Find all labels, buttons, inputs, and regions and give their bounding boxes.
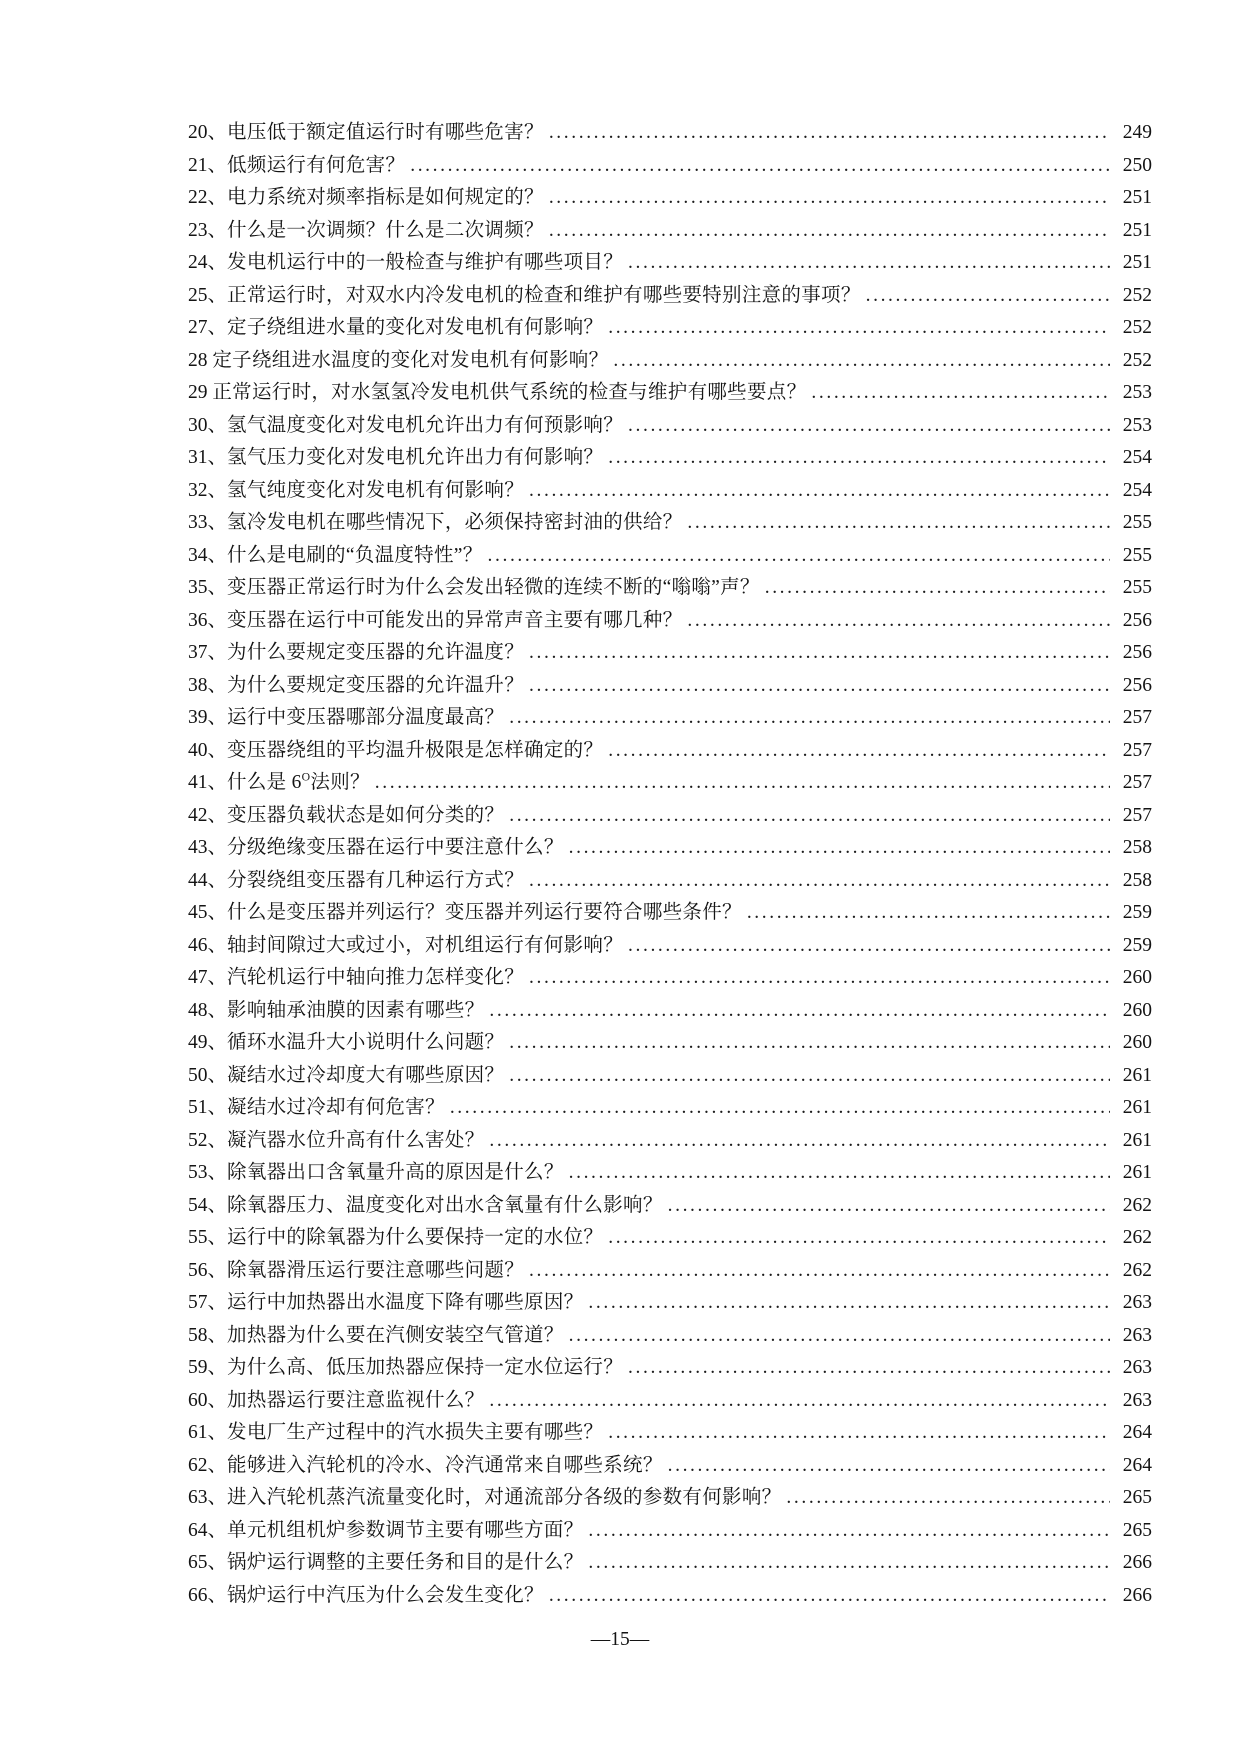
toc-entry-title: 什么是一次调频？什么是二次调频？ (227, 219, 544, 241)
toc-entry (188, 637, 1152, 670)
dot-leader (504, 800, 1110, 833)
toc-page-number: 263 (1122, 1292, 1152, 1313)
toc-page-number: 263 (1122, 1324, 1152, 1346)
toc-entry-title: 氢气压力变化对发电机允许出力有何影响？ (227, 447, 604, 468)
dot-leader (564, 832, 1110, 865)
dot-leader (484, 1125, 1110, 1158)
toc-entry-title: 变压器正常运行时为什么会发出轻微的连续不断的“嗡嗡”声？ (227, 577, 760, 598)
toc-page-number: 262 (1122, 1194, 1152, 1216)
toc-page-number: 260 (1122, 999, 1152, 1021)
toc-entry (188, 182, 1152, 215)
toc-entry (188, 735, 1152, 768)
dot-leader (603, 735, 1110, 768)
toc-entry-number: 48、 (188, 999, 228, 1021)
toc-entry (188, 507, 1152, 540)
toc-entry-number: 20、 (188, 122, 228, 143)
toc-page-number: 263 (1122, 1357, 1152, 1378)
toc-entry-number: 62、 (188, 1454, 228, 1476)
dot-leader (806, 377, 1110, 410)
toc-entry-number: 28 (188, 349, 213, 371)
toc-entry (188, 215, 1152, 248)
toc-entry-number: 22、 (188, 187, 228, 208)
toc-entry (188, 702, 1152, 735)
toc-page-number: 257 (1122, 804, 1152, 826)
toc-entry-number: 24、 (188, 252, 228, 273)
toc-page-number: 257 (1122, 739, 1152, 761)
toc-entry-title: 汽轮机运行中轴向推力怎样变化？ (227, 967, 525, 988)
dot-leader (781, 1482, 1110, 1515)
toc-page-number: 257 (1122, 772, 1152, 793)
dot-leader (524, 475, 1110, 508)
toc-page-number: 256 (1122, 609, 1152, 631)
toc-entry-title: 运行中变压器哪部分温度最高？ (227, 707, 505, 728)
toc-page-number: 253 (1122, 382, 1152, 403)
dot-leader (484, 995, 1110, 1028)
toc-entry-title: 能够进入汽轮机的冷水、冷汽通常来自哪些系统？ (227, 1454, 663, 1476)
dot-leader (445, 1092, 1110, 1125)
dot-leader (742, 897, 1110, 930)
toc-page-number: 257 (1122, 707, 1152, 728)
toc-entry (188, 605, 1152, 638)
dot-leader (861, 280, 1110, 313)
toc-page-number: 259 (1122, 934, 1152, 956)
toc-entry (188, 312, 1152, 345)
toc-entry-title: 轴封间隙过大或过小，对机组运行有何影响？ (227, 934, 624, 956)
toc-page-number: 251 (1122, 219, 1152, 241)
toc-entry (188, 247, 1152, 280)
toc-entry-number: 55、 (188, 1227, 228, 1248)
toc-page-number: 261 (1122, 1129, 1152, 1151)
toc-entry-number: 65、 (188, 1552, 228, 1573)
toc-entry-number: 33、 (188, 512, 228, 533)
toc-entry-title: 电压低于额定值运行时有哪些危害？ (227, 122, 544, 143)
toc-page-number: 260 (1122, 1032, 1152, 1053)
toc-entry (188, 410, 1152, 443)
toc-entry-title: 正常运行时，对双水内冷发电机的检查和维护有哪些要特别注意的事项？ (227, 284, 861, 306)
toc-page-number: 251 (1122, 187, 1152, 208)
dot-leader (623, 410, 1110, 443)
dot-leader (504, 702, 1110, 735)
toc-entry-number: 57、 (188, 1292, 228, 1313)
toc-entry-title: 什么是变压器并列运行？变压器并列运行要符合哪些条件？ (227, 902, 742, 923)
toc-page-number: 258 (1122, 869, 1152, 891)
toc-page-number: 255 (1122, 544, 1152, 566)
dot-leader (603, 1417, 1110, 1450)
dot-leader (405, 150, 1110, 183)
dot-leader (682, 507, 1110, 540)
toc-entry-number: 66、 (188, 1584, 228, 1606)
dot-leader (484, 1385, 1110, 1418)
toc-entry-number: 63、 (188, 1487, 228, 1508)
toc-entry (188, 150, 1152, 183)
toc-entry (188, 1060, 1152, 1093)
toc-entry-number: 53、 (188, 1162, 228, 1183)
toc-page-number: 263 (1122, 1389, 1152, 1411)
dot-leader (504, 1027, 1110, 1060)
toc-page-number: 251 (1122, 252, 1152, 273)
toc-entry (188, 1125, 1152, 1158)
toc-entry-title: 定子绕组进水量的变化对发电机有何影响？ (227, 317, 604, 338)
toc-page-number: 265 (1122, 1487, 1152, 1508)
toc-entry-number: 34、 (188, 544, 228, 566)
toc-entry-title: 氢冷发电机在哪些情况下，必须保持密封油的供给？ (227, 512, 683, 533)
toc-entry-number: 49、 (188, 1032, 228, 1053)
toc-entry-title: 循环水温升大小说明什么问题？ (227, 1032, 505, 1053)
dot-leader (564, 1320, 1110, 1353)
toc-entry-number: 45、 (188, 902, 228, 923)
dot-leader (524, 1255, 1110, 1288)
toc-entry (188, 1287, 1152, 1320)
toc-entry (188, 962, 1152, 995)
dot-leader (583, 1515, 1110, 1548)
toc-entry-title: 凝汽器水位升高有什么害处？ (227, 1129, 485, 1151)
toc-entry-title: 除氧器滑压运行要注意哪些问题？ (227, 1259, 525, 1281)
toc-entry-number: 41、 (188, 772, 228, 793)
toc-entry (188, 1417, 1152, 1450)
toc-entry-number: 64、 (188, 1519, 228, 1541)
toc-entry-title: 分级绝缘变压器在运行中要注意什么？ (227, 837, 564, 858)
toc-page-number: 254 (1122, 479, 1152, 501)
toc-entry (188, 1027, 1152, 1060)
toc-entry-number: 27、 (188, 317, 228, 338)
toc-entry-title: 电力系统对频率指标是如何规定的？ (227, 187, 544, 208)
toc-entry (188, 1515, 1152, 1548)
toc-page-number: 252 (1122, 317, 1152, 338)
toc-entry-number: 38、 (188, 674, 228, 696)
dot-leader (524, 670, 1110, 703)
toc-page-number: 252 (1122, 284, 1152, 306)
toc-entry (188, 865, 1152, 898)
toc-page-number: 250 (1122, 154, 1152, 176)
toc-entry-title: 低频运行有何危害？ (227, 154, 406, 176)
toc-entry-title: 影响轴承油膜的因素有哪些？ (227, 999, 485, 1021)
toc-entry-title: 为什么要规定变压器的允许温升？ (227, 674, 525, 696)
toc-page-number: 254 (1122, 447, 1152, 468)
toc-entry (188, 475, 1152, 508)
toc-page-number: 258 (1122, 837, 1152, 858)
toc-entry-number: 32、 (188, 479, 228, 501)
toc-entry (188, 377, 1152, 410)
toc-page-number: 256 (1122, 642, 1152, 663)
toc-entry-title: 凝结水过冷却有何危害？ (227, 1097, 445, 1118)
dot-leader (663, 1190, 1110, 1223)
toc-entry (188, 1092, 1152, 1125)
toc-entry-number: 40、 (188, 739, 228, 761)
superscript-text: O (301, 770, 311, 784)
toc-entry (188, 1157, 1152, 1190)
toc-entry-number: 52、 (188, 1129, 228, 1151)
toc-entry (188, 832, 1152, 865)
toc-entry-number: 60、 (188, 1389, 228, 1411)
toc-page-number: 264 (1122, 1422, 1152, 1443)
toc-entry-title: 正常运行时，对水氢氢冷发电机供气系统的检查与维护有哪些要点？ (212, 382, 807, 403)
dot-leader (544, 215, 1110, 248)
toc-page-number: 249 (1122, 122, 1152, 143)
toc-entry (188, 442, 1152, 475)
toc-entry (188, 1255, 1152, 1288)
toc-page-number: 266 (1122, 1552, 1152, 1573)
toc-page-number: 253 (1122, 414, 1152, 436)
toc-entry-number: 21、 (188, 154, 228, 176)
toc-entry-title: 什么是电刷的“负温度特性”？ (227, 544, 483, 566)
dot-leader (483, 540, 1110, 573)
dot-leader (603, 442, 1110, 475)
toc-entry-number: 56、 (188, 1259, 228, 1281)
toc-entry (188, 800, 1152, 833)
toc-entry (188, 1190, 1152, 1223)
toc-entry-title: 为什么高、低压加热器应保持一定水位运行？ (227, 1357, 624, 1378)
toc-entry-title: 进入汽轮机蒸汽流量变化时，对通流部分各级的参数有何影响？ (227, 1487, 782, 1508)
toc-list (188, 117, 1152, 1612)
toc-entry-title: 加热器为什么要在汽侧安装空气管道？ (227, 1324, 564, 1346)
toc-entry-title: 单元机组机炉参数调节主要有哪些方面？ (227, 1519, 584, 1541)
toc-entry (188, 117, 1152, 150)
toc-page-number: 265 (1122, 1519, 1152, 1541)
toc-entry-number: 61、 (188, 1422, 228, 1443)
toc-entry (188, 670, 1152, 703)
toc-page-number: 252 (1122, 349, 1152, 371)
toc-entry (188, 767, 1152, 800)
toc-entry (188, 897, 1152, 930)
toc-entry-title: 分裂绕组变压器有几种运行方式？ (227, 869, 525, 891)
toc-entry-number: 29 (188, 382, 213, 403)
toc-entry-number: 42、 (188, 804, 228, 826)
toc-page-number: 259 (1122, 902, 1152, 923)
toc-entry-number: 51、 (188, 1097, 228, 1118)
toc-entry (188, 280, 1152, 313)
dot-leader (370, 767, 1110, 800)
toc-entry-title: 发电机运行中的一般检查与维护有哪些项目？ (227, 252, 624, 273)
toc-entry (188, 1385, 1152, 1418)
dot-leader (623, 930, 1110, 963)
toc-entry-number: 31、 (188, 447, 228, 468)
toc-entry-number: 35、 (188, 577, 228, 598)
toc-entry-title: 运行中的除氧器为什么要保持一定的水位？ (227, 1227, 604, 1248)
toc-entry (188, 345, 1152, 378)
toc-entry-number: 25、 (188, 284, 228, 306)
toc-entry-number: 30、 (188, 414, 228, 436)
toc-entry-title: 锅炉运行中汽压为什么会发生变化？ (227, 1584, 544, 1606)
toc-entry-title: 什么是 $6^O$法则？ (227, 770, 370, 793)
dot-leader (504, 1060, 1110, 1093)
toc-entry-title: 定子绕组进水温度的变化对发电机有何影响？ (212, 349, 609, 371)
toc-page-number: 266 (1122, 1584, 1152, 1606)
dot-leader (623, 1352, 1110, 1385)
toc-entry (188, 540, 1152, 573)
toc-entry-number: 58、 (188, 1324, 228, 1346)
toc-page-number: 255 (1122, 577, 1152, 598)
toc-entry-title: 氢气纯度变化对发电机有何影响？ (227, 479, 525, 501)
toc-entry-title: 锅炉运行调整的主要任务和目的是什么？ (227, 1552, 584, 1573)
page-number-footer: —15— (590, 1629, 650, 1650)
toc-entry-number: 54、 (188, 1194, 228, 1216)
dot-leader (760, 572, 1110, 605)
dot-leader (583, 1547, 1110, 1580)
toc-entry-number: 36、 (188, 609, 228, 631)
toc-entry-title: 凝结水过冷却度大有哪些原因？ (227, 1064, 505, 1086)
dot-leader (608, 345, 1110, 378)
dot-leader (544, 182, 1110, 215)
toc-entry-title: 变压器绕组的平均温升极限是怎样确定的？ (227, 739, 604, 761)
toc-page-number: 255 (1122, 512, 1152, 533)
toc-entry-title: 发电厂生产过程中的汽水损失主要有哪些？ (227, 1422, 604, 1443)
toc-page-number: 264 (1122, 1454, 1152, 1476)
toc-entry-number: 50、 (188, 1064, 228, 1086)
toc-page-number: 262 (1122, 1227, 1152, 1248)
toc-page-number: 256 (1122, 674, 1152, 696)
dot-leader (603, 1222, 1110, 1255)
toc-page-number: 261 (1122, 1097, 1152, 1118)
dot-leader (583, 1287, 1110, 1320)
toc-entry-number: 46、 (188, 934, 228, 956)
toc-entry-title: 加热器运行要注意监视什么？ (227, 1389, 485, 1411)
toc-page-number: 261 (1122, 1064, 1152, 1086)
toc-entry (188, 930, 1152, 963)
toc-entry-title: 运行中加热器出水温度下降有哪些原因？ (227, 1292, 584, 1313)
dot-leader (544, 1580, 1110, 1613)
dot-leader (623, 247, 1110, 280)
toc-entry-title: 氢气温度变化对发电机允许出力有何预影响？ (227, 414, 624, 436)
toc-entry-title: 变压器在运行中可能发出的异常声音主要有哪几种？ (227, 609, 683, 631)
toc-page-number: 262 (1122, 1259, 1152, 1281)
dot-leader (524, 637, 1110, 670)
toc-entry-title: 变压器负载状态是如何分类的？ (227, 804, 505, 826)
dot-leader (682, 605, 1110, 638)
dot-leader (564, 1157, 1110, 1190)
toc-entry (188, 1482, 1152, 1515)
toc-entry (188, 1352, 1152, 1385)
toc-entry-number: 23、 (188, 219, 228, 241)
toc-entry (188, 572, 1152, 605)
toc-entry-title: 为什么要规定变压器的允许温度？ (227, 642, 525, 663)
toc-entry-number: 37、 (188, 642, 228, 663)
dot-leader (603, 312, 1110, 345)
toc-entry-number: 47、 (188, 967, 228, 988)
toc-entry (188, 1547, 1152, 1580)
toc-page-number: 260 (1122, 967, 1152, 988)
toc-page-number: 261 (1122, 1162, 1152, 1183)
toc-entry-title: 除氧器压力、温度变化对出水含氧量有什么影响？ (227, 1194, 663, 1216)
toc-entry (188, 1222, 1152, 1255)
toc-entry (188, 1450, 1152, 1483)
toc-entry (188, 1320, 1152, 1353)
toc-entry-number: 43、 (188, 837, 228, 858)
toc-entry-title: 除氧器出口含氧量升高的原因是什么？ (227, 1162, 564, 1183)
dot-leader (544, 117, 1110, 150)
dot-leader (663, 1450, 1110, 1483)
dot-leader (524, 865, 1110, 898)
dot-leader (524, 962, 1110, 995)
toc-entry-number: 59、 (188, 1357, 228, 1378)
toc-entry-number: 44、 (188, 869, 228, 891)
toc-entry (188, 995, 1152, 1028)
toc-entry-number: 39、 (188, 707, 228, 728)
toc-entry (188, 1580, 1152, 1613)
